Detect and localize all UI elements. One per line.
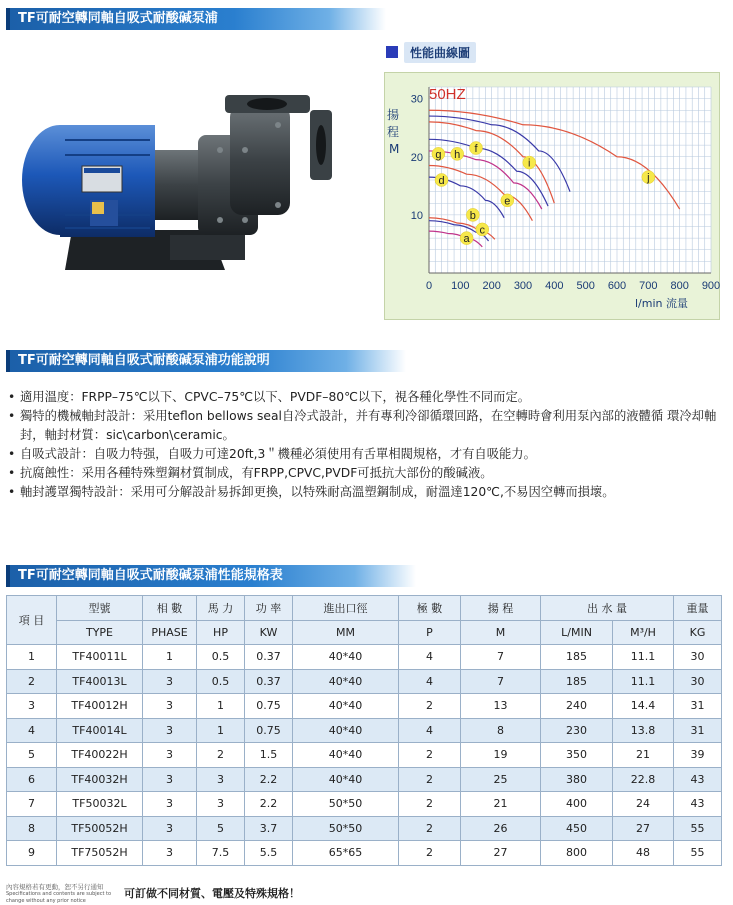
performance-chart-panel	[384, 72, 720, 320]
col-pole: 極 數	[399, 596, 461, 621]
table-cell: 1	[197, 694, 245, 719]
table-cell: TF40022H	[57, 743, 143, 768]
table-cell: 22.8	[613, 767, 674, 792]
col-head-sub: M	[461, 620, 541, 645]
x-tick-label: 0	[425, 280, 433, 292]
table-cell: 40*40	[293, 767, 399, 792]
x-tick-label: 300	[513, 280, 533, 292]
table-cell: 185	[541, 645, 613, 670]
table-cell: 39	[674, 743, 722, 768]
table-cell: 0.5	[197, 645, 245, 670]
col-port: 進出口徑	[293, 596, 399, 621]
table-cell: 3	[7, 694, 57, 719]
marker-label-e: e	[504, 195, 511, 208]
section-header-specs-text: TF可耐空轉同軸自吸式耐酸碱泵浦性能規格表	[18, 568, 283, 583]
table-cell: 40*40	[293, 645, 399, 670]
table-cell: 8	[461, 718, 541, 743]
table-cell: 2	[399, 743, 461, 768]
table-cell: TF75052H	[57, 841, 143, 866]
table-cell: 27	[613, 816, 674, 841]
table-cell: 185	[541, 669, 613, 694]
table-cell: 450	[541, 816, 613, 841]
col-hp: 馬 力	[197, 596, 245, 621]
table-cell: 5	[7, 743, 57, 768]
table-cell: 43	[674, 767, 722, 792]
x-tick-label: 900	[701, 280, 721, 292]
table-cell: 40*40	[293, 743, 399, 768]
table-cell: 40*40	[293, 694, 399, 719]
table-cell: 31	[674, 718, 722, 743]
chart-caption-text: 性能曲線圖	[404, 42, 476, 63]
table-cell: TF40032H	[57, 767, 143, 792]
feature-item: • 適用溫度：FRPP–75℃以下、CPVC–75℃以下、PVDF–80℃以下，視各種化學性不同而定。	[8, 388, 728, 407]
table-cell: 3	[197, 767, 245, 792]
table-cell: 2	[399, 841, 461, 866]
table-cell: TF50032L	[57, 792, 143, 817]
feature-item: • 軸封護罩獨特設計：采用可分解設計易拆卸更換，以特殊耐高溫塑鋼制成，耐溫達120℃,不易因空轉而損壞。	[8, 483, 728, 502]
table-cell: TF40014L	[57, 718, 143, 743]
marker-label-f: f	[474, 143, 478, 156]
table-cell: 21	[461, 792, 541, 817]
col-kw: 功 率	[245, 596, 293, 621]
table-cell: 4	[399, 645, 461, 670]
table-cell: 3	[143, 694, 197, 719]
table-row	[7, 669, 722, 694]
table-cell: 2	[399, 816, 461, 841]
col-port-sub: MM	[293, 620, 399, 645]
table-cell: 11.1	[613, 645, 674, 670]
table-cell: 13.8	[613, 718, 674, 743]
table-cell: 7	[461, 645, 541, 670]
x-tick-label: 100	[451, 280, 470, 292]
table-cell: 3	[143, 669, 197, 694]
table-cell: 55	[674, 816, 722, 841]
table-cell: 1	[7, 645, 57, 670]
table-cell: 0.75	[245, 718, 293, 743]
col-phase: 相 數	[143, 596, 197, 621]
table-cell: 1	[197, 718, 245, 743]
x-tick-label: 800	[670, 280, 689, 292]
table-cell: 31	[674, 694, 722, 719]
section-header-main	[6, 8, 386, 30]
table-cell: 43	[674, 792, 722, 817]
table-cell: 1	[143, 645, 197, 670]
table-cell: 25	[461, 767, 541, 792]
table-cell: 7.5	[197, 841, 245, 866]
marker-label-a: a	[463, 233, 470, 246]
table-cell: 2.2	[245, 767, 293, 792]
pump-image	[20, 80, 340, 290]
x-tick-label: 600	[607, 280, 627, 292]
table-cell: 3	[143, 743, 197, 768]
footer-note-en: Specifications and contents are subject to change without any prior notice	[6, 891, 112, 904]
table-cell: TF40012H	[57, 694, 143, 719]
col-head: 揚 程	[461, 596, 541, 621]
table-cell: 50*50	[293, 816, 399, 841]
y-tick-label: 10	[410, 209, 423, 222]
col-flow-lmin: L/MIN	[541, 620, 613, 645]
table-cell: 2	[399, 767, 461, 792]
spec-table-body	[7, 645, 722, 866]
table-cell: 55	[674, 841, 722, 866]
table-row	[7, 645, 722, 670]
table-cell: 9	[7, 841, 57, 866]
table-cell: 6	[7, 767, 57, 792]
chart-caption	[386, 42, 476, 63]
feature-list	[8, 388, 728, 502]
table-cell: 3	[143, 816, 197, 841]
table-cell: 0.37	[245, 669, 293, 694]
table-cell: 48	[613, 841, 674, 866]
table-cell: 3	[143, 841, 197, 866]
table-row	[7, 792, 722, 817]
marker-label-h: h	[454, 148, 461, 161]
table-row	[7, 694, 722, 719]
col-flow-m3h: M³/H	[613, 620, 674, 645]
marker-label-d: d	[438, 175, 445, 187]
y-tick-label: 20	[410, 151, 423, 164]
table-cell: 40*40	[293, 718, 399, 743]
table-cell: 8	[7, 816, 57, 841]
table-cell: 5	[197, 816, 245, 841]
table-cell: 30	[674, 645, 722, 670]
square-icon	[386, 46, 398, 58]
feature-item: • 抗腐蝕性：采用各種特殊塑鋼材質制成，有FRPP,CPVC,PVDF可抵抗大部份的酸碱液。	[8, 464, 728, 483]
col-item: 項 目	[7, 596, 57, 645]
table-cell: 800	[541, 841, 613, 866]
table-cell: 3	[143, 767, 197, 792]
table-cell: 3	[197, 792, 245, 817]
y-label-2: 程	[387, 125, 400, 139]
table-cell: 5.5	[245, 841, 293, 866]
table-cell: 0.75	[245, 694, 293, 719]
x-tick-label: 400	[545, 280, 564, 292]
table-cell: 2	[399, 694, 461, 719]
table-cell: 350	[541, 743, 613, 768]
table-cell: 400	[541, 792, 613, 817]
y-label-1: 揚	[387, 108, 400, 122]
col-flow: 出 水 量	[541, 596, 674, 621]
feature-item: • 自吸式設計：自吸力特强，自吸力可達20ft,3＂機種必須使用有舌單相閥規格，才有自吸能力。	[8, 445, 728, 464]
table-cell: 40*40	[293, 669, 399, 694]
performance-chart	[385, 73, 721, 321]
table-row	[7, 767, 722, 792]
col-pole-sub: P	[399, 620, 461, 645]
section-header-main-text: TF可耐空轉同軸自吸式耐酸碱泵浦	[18, 11, 218, 26]
table-cell: 0.37	[245, 645, 293, 670]
section-header-features-text: TF可耐空轉同軸自吸式耐酸碱泵浦功能說明	[18, 353, 270, 368]
col-hp-sub: HP	[197, 620, 245, 645]
feature-item: • 獨特的機械軸封設計：采用teflon bellows seal自冷式設計，并有專利冷卻循環回路，在空轉時會利用泵內部的液體循 環冷却軸封，軸封材質：sic\carbon\ceramic。	[8, 407, 728, 445]
x-tick-label: 500	[576, 280, 595, 292]
footer-note	[6, 884, 126, 905]
table-cell: 7	[7, 792, 57, 817]
table-cell: 27	[461, 841, 541, 866]
table-cell: 65*65	[293, 841, 399, 866]
col-phase-sub: PHASE	[143, 620, 197, 645]
table-cell: 4	[7, 718, 57, 743]
table-cell: TF50052H	[57, 816, 143, 841]
table-row	[7, 816, 722, 841]
table-cell: TF40013L	[57, 669, 143, 694]
table-cell: 21	[613, 743, 674, 768]
x-tick-label: 700	[639, 280, 658, 292]
table-cell: 7	[461, 669, 541, 694]
col-type: 型號	[57, 596, 143, 621]
col-type-sub: TYPE	[57, 620, 143, 645]
x-tick-label: 200	[482, 280, 501, 292]
marker-label-j: j	[647, 172, 650, 185]
table-cell: 50*50	[293, 792, 399, 817]
table-cell: 380	[541, 767, 613, 792]
table-cell: 24	[613, 792, 674, 817]
marker-label-g: g	[435, 148, 442, 161]
table-cell: 11.1	[613, 669, 674, 694]
table-cell: 0.5	[197, 669, 245, 694]
chart-freq-label: 50HZ	[429, 86, 466, 103]
table-cell: 2	[7, 669, 57, 694]
section-header-features	[6, 350, 406, 372]
footer-custom-note: 可訂做不同材質、電壓及特殊規格！	[124, 887, 300, 900]
table-cell: 30	[674, 669, 722, 694]
y-tick-label: 30	[410, 93, 423, 106]
marker-label-c: c	[479, 224, 486, 237]
footer-note-zh: 內容規格若有更動，恕不另行通知	[6, 883, 104, 891]
table-cell: 14.4	[613, 694, 674, 719]
table-cell: 19	[461, 743, 541, 768]
table-cell: 230	[541, 718, 613, 743]
table-cell: 4	[399, 718, 461, 743]
table-cell: 2	[197, 743, 245, 768]
table-row	[7, 743, 722, 768]
table-cell: 26	[461, 816, 541, 841]
table-cell: 4	[399, 669, 461, 694]
table-row	[7, 841, 722, 866]
section-header-specs	[6, 565, 416, 587]
table-row	[7, 718, 722, 743]
spec-table	[6, 595, 722, 866]
col-kw-sub: KW	[245, 620, 293, 645]
marker-label-i: i	[528, 157, 531, 170]
table-cell: 13	[461, 694, 541, 719]
col-weight-sub: KG	[674, 620, 722, 645]
table-cell: 2.2	[245, 792, 293, 817]
y-label-3: M	[389, 142, 400, 156]
col-weight: 重量	[674, 596, 722, 621]
marker-label-b: b	[469, 209, 476, 222]
table-cell: TF40011L	[57, 645, 143, 670]
table-cell: 1.5	[245, 743, 293, 768]
table-cell: 3	[143, 792, 197, 817]
table-cell: 3.7	[245, 816, 293, 841]
table-cell: 3	[143, 718, 197, 743]
table-cell: 240	[541, 694, 613, 719]
table-cell: 2	[399, 792, 461, 817]
x-unit-label: l/min 流量	[635, 297, 689, 310]
